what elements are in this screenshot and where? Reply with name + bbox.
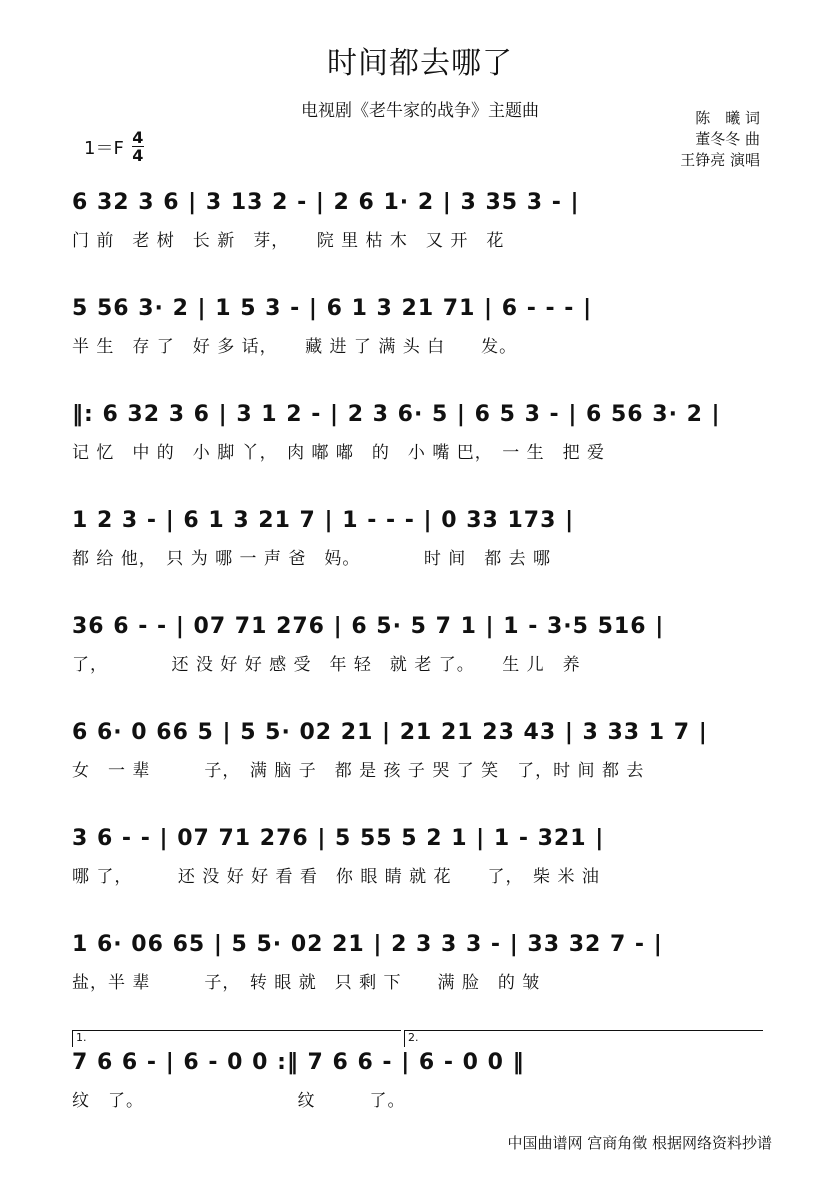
notes-line: 7 6 6 - | 6 - 0 0 :‖ 7 6 6 - | 6 - 0 0 ‖ — [72, 1050, 525, 1075]
score-row — [72, 296, 772, 358]
notes-line: 1 2 3 - | 6 1 3 21 7 | 1 - - - | 0 33 173 | — [72, 508, 575, 533]
song-subtitle: 电视剧《老牛家的战争》主题曲 — [301, 101, 539, 121]
lyrics-line: 门 前 老 树 长 新 芽， 院 里 枯 木 又 开 花 — [72, 231, 505, 251]
lyrics-line: 盐，半 辈 子， 转 眼 就 只 剩 下 满 脸 的 皱 — [72, 973, 541, 993]
time-bottom: 4 — [132, 146, 144, 165]
volta-first: 1. — [72, 1030, 401, 1047]
score-row — [72, 508, 772, 570]
lyrics-line: 纹 了。 纹 了。 — [72, 1091, 406, 1111]
score-row — [72, 614, 772, 676]
score-row — [72, 190, 772, 252]
notes-line: ‖: 6 32 3 6 | 3 1 2 - | 2 3 6· 5 | 6 5 3 - | 6 56 3· 2 | — [72, 402, 721, 427]
key-signature — [84, 130, 144, 163]
notes-line: 5 56 3· 2 | 1 5 3 - | 6 1 3 21 71 | 6 - - - | — [72, 296, 593, 321]
lyricist: 陈 曦 词 — [695, 109, 760, 127]
singer: 王铮亮 演唱 — [680, 151, 760, 169]
notes-line: 6 32 3 6 | 3 13 2 - | 2 6 1· 2 | 3 35 3 - | — [72, 190, 580, 215]
key-label: 1＝F — [84, 137, 124, 159]
score-row — [72, 932, 772, 994]
score-row — [72, 402, 772, 464]
lyrics-line: 女 一 辈 子， 满 脑 子 都 是 孩 子 哭 了 笑 了，时 间 都 去 — [72, 761, 645, 781]
footer-source: 中国曲谱网 宫商角徵 根据网络资料抄谱 — [507, 1134, 772, 1152]
lyrics-line: 哪 了， 还 没 好 好 看 看 你 眼 睛 就 花 了， 柴 米 油 — [72, 867, 600, 887]
notes-line: 36 6 - - | 07 71 276 | 6 5· 5 7 1 | 1 - 3·5 516 | — [72, 614, 665, 639]
volta-second: 2. — [404, 1030, 763, 1047]
notes-line: 3 6 - - | 07 71 276 | 5 55 5 2 1 | 1 - 321 | — [72, 826, 605, 851]
song-title: 时间都去哪了 — [327, 46, 513, 81]
score-row — [72, 826, 772, 888]
score-row — [72, 720, 772, 782]
lyrics-line: 半 生 存 了 好 多 话， 藏 进 了 满 头 白 发。 — [72, 337, 518, 357]
lyrics-line: 了， 还 没 好 好 感 受 年 轻 就 老 了。 生 儿 养 — [72, 655, 581, 675]
lyrics-line: 都 给 他， 只 为 哪 一 声 爸 妈。 时 间 都 去 哪 — [72, 549, 552, 569]
composer: 董冬冬 曲 — [695, 130, 760, 148]
time-signature — [132, 130, 144, 163]
lyrics-line: 记 忆 中 的 小 脚 丫， 肉 嘟 嘟 的 小 嘴 巴， 一 生 把 爱 — [72, 443, 606, 463]
score-row — [72, 1031, 772, 1112]
notes-line: 6 6· 0 66 5 | 5 5· 02 21 | 21 21 23 43 | 3 33 1 7 | — [72, 720, 708, 745]
notes-line: 1 6· 06 65 | 5 5· 02 21 | 2 3 3 3 - | 33 32 7 - | — [72, 932, 663, 957]
time-top: 4 — [132, 128, 144, 147]
credits — [680, 108, 760, 171]
